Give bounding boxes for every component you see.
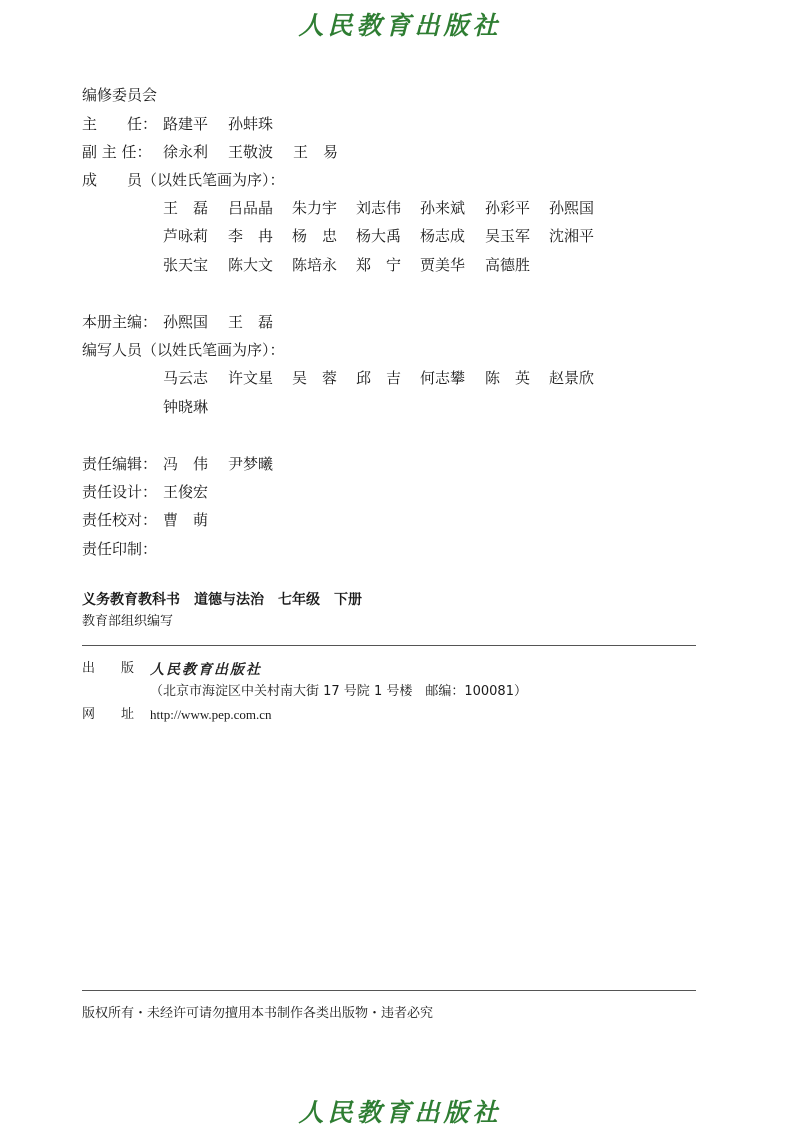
name: 郑 宁 <box>356 256 402 274</box>
name: 何志攀 <box>420 369 466 387</box>
director-label: 主 任： <box>82 115 158 133</box>
name: 赵景欣 <box>549 369 595 387</box>
divider-bottom <box>82 990 696 991</box>
name: 陈大文 <box>228 256 274 274</box>
name: 王 易 <box>293 143 339 161</box>
name: 许文星 <box>228 369 274 387</box>
responsible-design-label: 责任设计： <box>82 483 158 501</box>
name: 朱力宇 <box>292 199 338 217</box>
divider-top <box>82 645 696 646</box>
name: 李 冉 <box>228 227 274 245</box>
publisher-logo-top: 人民教育出版社 <box>298 11 502 40</box>
publisher-logo-inline: 人民教育出版社 <box>150 662 262 678</box>
name: 徐永利 <box>163 143 209 161</box>
chief-editor-label: 本册主编： <box>82 313 158 331</box>
name: 钟晓琳 <box>163 398 209 416</box>
responsible-proof-label: 责任校对： <box>82 511 158 529</box>
name: 马云志 <box>163 369 209 387</box>
name: 曹 萌 <box>163 511 209 529</box>
website-link[interactable]: http://www.pep.com.cn <box>150 707 272 722</box>
name: 陈 英 <box>485 369 531 387</box>
name: 吴玉军 <box>485 227 531 245</box>
name: 孙来斌 <box>420 199 466 217</box>
name: 杨志成 <box>420 227 466 245</box>
url-label: 网 址 <box>82 707 135 722</box>
book-title: 义务教育教科书 道德与法治 七年级 下册 <box>82 592 362 608</box>
publisher-logo-bottom: 人民教育出版社 <box>298 1098 502 1127</box>
name: 沈湘平 <box>549 227 595 245</box>
publisher-address: （北京市海淀区中关村南大街 17 号院 1 号楼 邮编：100081） <box>150 684 527 699</box>
name: 孙蚌珠 <box>228 115 274 133</box>
copyright-notice: 版权所有・未经许可请勿擅用本书制作各类出版物・违者必究 <box>82 1006 434 1021</box>
name: 孙彩平 <box>485 199 531 217</box>
name: 尹梦曦 <box>228 455 274 473</box>
writers-label: 编写人员（以姓氏笔画为序）： <box>82 341 285 359</box>
name: 芦咏莉 <box>163 227 209 245</box>
name: 杨 忠 <box>292 227 338 245</box>
members-label: 成 员（以姓氏笔画为序）： <box>82 171 285 189</box>
name: 高德胜 <box>485 256 531 274</box>
name: 王敬波 <box>228 143 274 161</box>
name: 吕品晶 <box>228 199 274 217</box>
name: 邱 吉 <box>356 369 402 387</box>
name: 冯 伟 <box>163 455 209 473</box>
name: 王 磊 <box>228 313 274 331</box>
name: 贾美华 <box>420 256 466 274</box>
name: 吴 蓉 <box>292 369 338 387</box>
name: 陈培永 <box>292 256 338 274</box>
name: 刘志伟 <box>356 199 402 217</box>
responsible-print-label: 责任印制： <box>82 540 158 558</box>
deputy-director-label: 副 主 任： <box>82 143 152 161</box>
name: 孙熙国 <box>163 313 209 331</box>
name: 王俊宏 <box>163 483 209 501</box>
name: 张天宝 <box>163 256 209 274</box>
name: 王 磊 <box>163 199 209 217</box>
name: 孙熙国 <box>549 199 595 217</box>
responsible-editor-label: 责任编辑： <box>82 455 158 473</box>
name: 杨大禹 <box>356 227 402 245</box>
compiled-by: 教育部组织编写 <box>82 614 174 629</box>
committee-heading: 编修委员会 <box>82 86 158 104</box>
name: 路建平 <box>163 115 209 133</box>
publish-label: 出 版 <box>82 661 135 676</box>
